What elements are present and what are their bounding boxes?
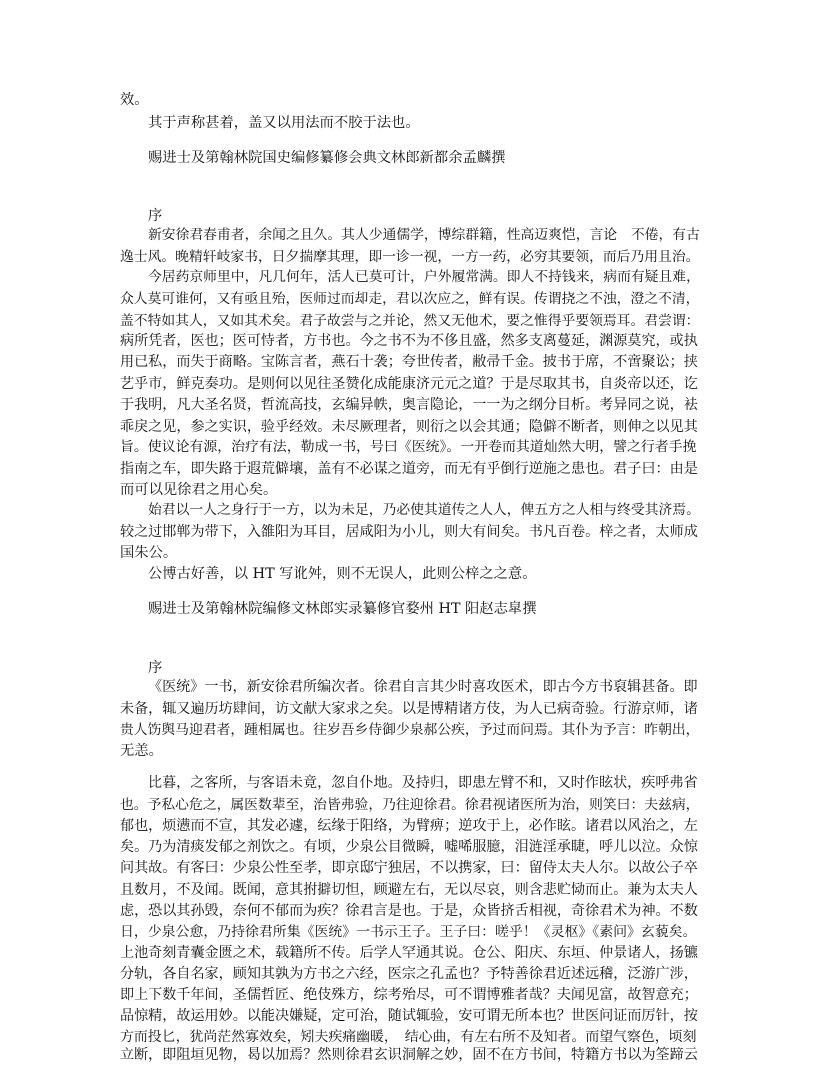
text-line: 比暮，之客所，与客语未竟，忽自仆地。及持归，即患左臂不和，又时作眩状，疾呼弗省 xyxy=(148,775,698,791)
text-line: 也。予私心危之，属医数辈至，治皆弗验，乃往迎徐君。徐君视诸医所为治，则笑曰：夫兹病， xyxy=(120,797,700,813)
preface-heading: 序 xyxy=(148,660,163,676)
text-line: 艺乎市，鲜克奏功。是则何以见往圣赞化成能康济元元之道？于是尽取其书，自炎帝以还，讫 xyxy=(120,376,698,392)
preface-heading: 序 xyxy=(148,208,163,224)
text-line: 立断，即阻垣见物，曷以加焉？然则徐君玄识洞解之妙，固不在方书间，特籍方书以为筌蹄云 xyxy=(120,1047,698,1063)
text-line: 《医统》一书，新安徐君所编次者。徐君自言其少时喜攻医术，即古今方书裒辑甚备。即 xyxy=(148,679,698,695)
text-line: 上池奇刻青囊金匮之术，载籍所不传。后学人罕通其说。仓公、阳庆、东垣、仲景诸人，扬镳 xyxy=(120,945,698,961)
text-line: 虑，恐以其孙毁，奈何不郁而为疾？徐君言是也。于是，众皆挤舌相视，奇徐君术为神。不数 xyxy=(120,903,698,919)
text-line: 方而投匕，犹尚茫然寡效矣，矧夫疾痛幽暖， 结心曲，有左右所不及知者。而望气察色，顷刻 xyxy=(120,1029,697,1045)
text-line: 郁也，烦懑而不宣，其发必遽，纭缘于阳络，为臂痹；逆攻于上，必作眩。诸君以风治之，左 xyxy=(120,818,698,834)
text-line: 指南之车，即失路于遐荒僻壤，盖有不必谋之道旁，而无有乎倒行逆施之患也。君子曰：由是 xyxy=(120,461,698,477)
text-line: 逸士风。晚精轩岐家书，日夕揣摩其理，即一诊一视，一方一药，必穷其要领，而后乃用且治。 xyxy=(120,249,700,265)
text-line: 国朱公。 xyxy=(120,545,178,561)
text-line: 分轨，各自名家，顾知其孰为方书之六经，医宗之孔孟也？予特善徐君近述远稽，泛游广涉， xyxy=(120,966,698,982)
text-line: 即上下数千年间，圣儒哲匠、绝伎殊方，综考殆尽，可不谓博雅者哉？夫闻见富，故智意充； xyxy=(120,987,698,1003)
text-line: 未备，辄又遍历坊肆间，访文献大家求之矣。以是博精诸方伎，为人已病奇验。行游京师，诸 xyxy=(120,701,698,717)
text-line: 贵人饬舆马迎君者，踵相属也。往岁吾乡侍御少泉郝公疾，予过而问焉。其仆为予言：昨朝出， xyxy=(120,722,700,738)
text-line: 问其故。有客曰：少泉公性至孝，即京邸宁独居，不以携家，曰：留侍太夫人尔。以故公子卒 xyxy=(120,860,698,876)
text-line: 旨。使议论有源，治疗有法，勒成一书，号曰《医统》。一开卷而其道灿然大明，譬之行者手挽 xyxy=(120,439,697,455)
author-line: 赐进士及第翰林院国史编修纂修会典文林郎新都余孟麟撰 xyxy=(148,150,506,166)
text-line: 始君以一人之身行于一方，以为未足，乃必使其道传之人人，俾五方之人相与终受其济焉。 xyxy=(148,502,700,518)
text-line: 盖不特如其人，又如其术矣。君子故尝与之并论，然又无他术，要之惟得乎要领焉耳。君尝谓： xyxy=(120,313,700,329)
text-line: 无恙。 xyxy=(120,743,163,759)
text-line: 新安徐君春甫者，余闻之且久。其人少通儒学，博综群籍，性高迈爽恺，言论 不倦，有古 xyxy=(148,227,700,243)
text-line: 其于声称甚着，盖又以用法而不胶于法也。 xyxy=(148,115,420,131)
text-line: 而可以见徐君之用心矣。 xyxy=(120,482,278,498)
text-line: 且数月，不及闻。既闻，意其拊擗切怛，顾避左右，无以尽哀，则含悲贮恸而止。兼为太夫人 xyxy=(120,882,698,898)
text-line: 矣。乃为清痰发郁之剂饮之。有顷，少泉公目微瞬，嘘唏服臆，泪涟淫承睫，呼儿以泣。众惊 xyxy=(120,839,698,855)
text-line: 用已私，而失于商略。宝陈言者，燕石十袭；夸世传者，敝帚千金。披书于席，不啻聚讼；挟 xyxy=(120,354,698,370)
text-line: 于我明，凡大圣名贤，哲流高技，玄编异帙，奥言隐论，一一为之纲分目析。考异同之说，袪 xyxy=(120,397,698,413)
author-line: 赐进士及第翰林院编修文林郎实录纂修官婺州 HT 阳赵志皐撰 xyxy=(148,601,537,617)
text-line: 众人莫可谁何，又有亟且殆，医师过而却走，君以次应之，鲜有误。传谓挠之不浊，澄之不清， xyxy=(120,291,700,307)
text-line: 效。 xyxy=(120,92,149,108)
text-line: 日，少泉公愈，乃持徐君所集《医统》一书示王子。王子曰：嗟乎！《灵枢》《素问》玄藐矣。 xyxy=(120,924,697,940)
text-line: 公博古好善，以 HT 写讹舛，则不无误人，此则公梓之之意。 xyxy=(148,566,537,582)
text-line: 品惊精，故运用妙。以能决嫌疑，定可治，随试辄验，安可谓无所本也？世医问证而厉针，按 xyxy=(120,1008,698,1024)
text-line: 较之过邯郸为带下，入雒阳为耳目，居咸阳为小儿，则大有间矣。书凡百卷。梓之者，太师成 xyxy=(120,524,698,540)
text-line: 乖戾之见，参之实识，验乎经效。未尽厥理者，则衍之以会其通；隐僻不断者，则伸之以见其 xyxy=(120,419,698,435)
text-line: 今居药京师里中，凡几何年，活人已莫可计，户外履常满。即人不持钱来，病而有疑且难， xyxy=(148,269,700,285)
text-line: 病所凭者，医也；医可恃者，方书也。今之书不为不侈且盛，然多支离蔓延，渊源莫究，或执 xyxy=(120,333,698,349)
